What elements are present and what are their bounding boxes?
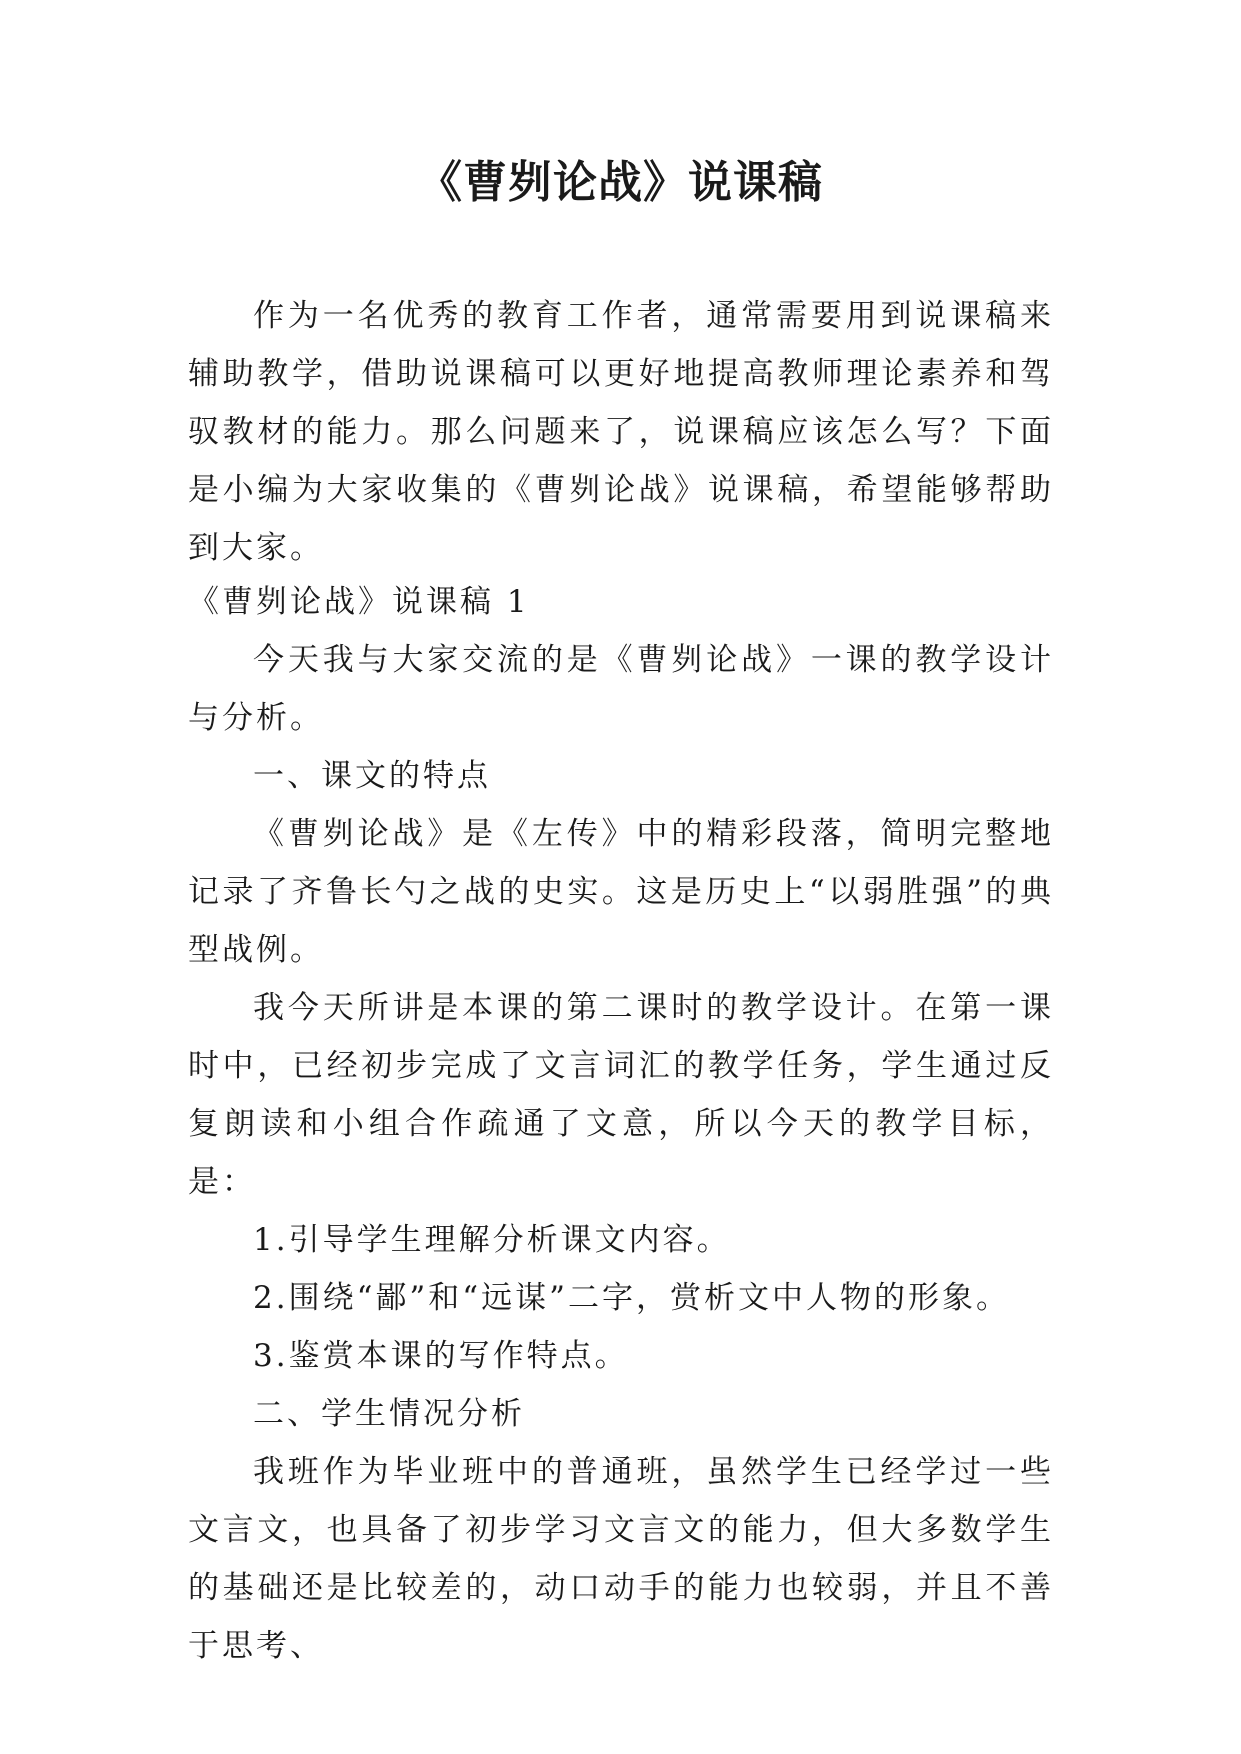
paragraph: 《曹刿论战》是《左传》中的精彩段落，简明完整地记录了齐鲁长勺之战的史实。这是历史上“以弱胜强”的典型战例。 [188, 816, 1054, 968]
subheading: 二、学生情况分析 [253, 1396, 525, 1432]
intro-paragraph: 作为一名优秀的教育工作者，通常需要用到说课稿来辅助教学，借助说课稿可以更好地提高教师理论素养和驾驭教材的能力。那么问题来了，说课稿应该怎么写？下面是小编为大家收集的《曹刿论战》说课稿，希望能够帮助到大家。 [188, 298, 1054, 566]
section-title: 《曹刿论战》说课稿 1 [188, 584, 530, 620]
paragraph: 今天我与大家交流的是《曹刿论战》一课的教学设计与分析。 [188, 642, 1054, 736]
document-title: 《曹刿论战》说课稿 [418, 157, 823, 208]
paragraph: 我班作为毕业班中的普通班，虽然学生已经学过一些文言文，也具备了初步学习文言文的能力，但大多数学生的基础还是比较差的，动口动手的能力也较弱，并且不善于思考、 [188, 1454, 1054, 1664]
objective-item: 3.鉴赏本课的写作特点。 [253, 1338, 629, 1374]
paragraph: 我今天所讲是本课的第二课时的教学设计。在第一课时中，已经初步完成了文言词汇的教学任务，学生通过反复朗读和小组合作疏通了文意，所以今天的教学目标，是： [188, 990, 1054, 1200]
objective-item: 2.围绕“鄙”和“远谋”二字，赏析文中人物的形象。 [253, 1280, 1010, 1316]
subheading: 一、课文的特点 [253, 758, 491, 794]
intro-block [188, 287, 1054, 577]
objective-item: 1.引导学生理解分析课文内容。 [253, 1222, 731, 1258]
content-block [188, 573, 1054, 1675]
